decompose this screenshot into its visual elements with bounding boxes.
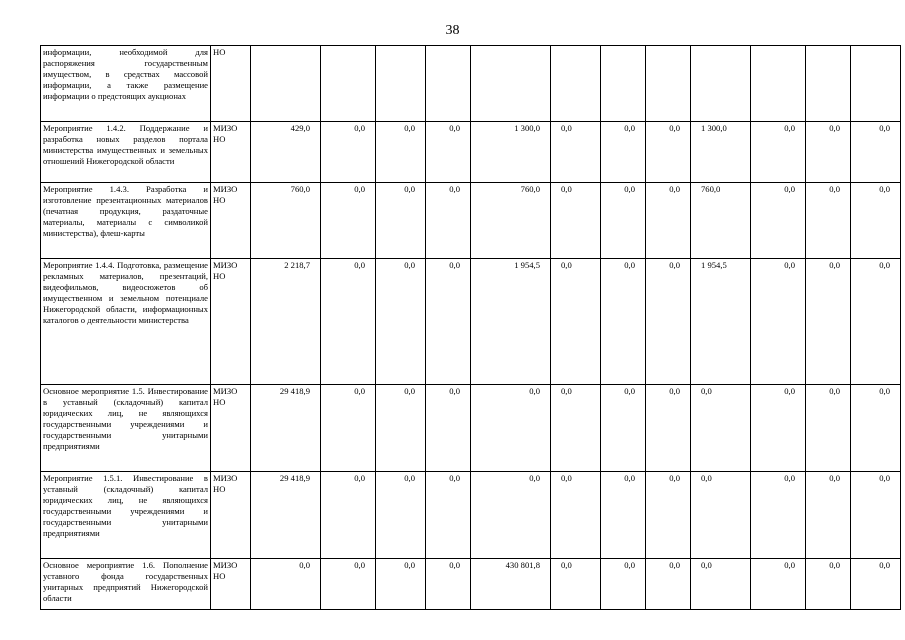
activity-description-cell: Мероприятие 1.5.1. Инвестирование в уставный (складочный) капитал юридических лиц, не являющихся государственными учреждениями и государственными унитарными предприятиями — [41, 472, 211, 559]
amount-cell: 0,0 — [551, 559, 601, 610]
responsible-executor-cell: МИЗО НО — [211, 259, 251, 385]
amount-cell: 0,0 — [646, 259, 691, 385]
amount-cell: 0,0 — [751, 559, 806, 610]
amount-cell — [646, 46, 691, 122]
responsible-executor-cell: МИЗО НО — [211, 183, 251, 259]
activity-description-cell: Мероприятие 1.4.3. Разработка и изготовление презентационных материалов (печатная продукция, раздаточные материалы, материалы с символикой министерства), флеш-карты — [41, 183, 211, 259]
amount-cell: 0,0 — [806, 559, 851, 610]
amount-cell: 0,0 — [376, 122, 426, 183]
amount-cell: 0,0 — [751, 183, 806, 259]
amount-cell: 760,0 — [471, 183, 551, 259]
amount-cell: 1 954,5 — [471, 259, 551, 385]
amount-cell: 0,0 — [691, 385, 751, 472]
amount-cell: 0,0 — [321, 385, 376, 472]
table-row — [41, 559, 901, 610]
table-row — [41, 122, 901, 183]
amount-cell: 0,0 — [806, 183, 851, 259]
amount-cell: 0,0 — [691, 559, 751, 610]
activity-description-cell: Основное мероприятие 1.5. Инвестирование в уставный (складочный) капитал юридических лиц, не являющихся государственными учреждениями и государственными унитарными предприятиями — [41, 385, 211, 472]
amount-cell: 0,0 — [646, 385, 691, 472]
amount-cell: 0,0 — [806, 259, 851, 385]
amount-cell: 0,0 — [601, 183, 646, 259]
amount-cell — [601, 46, 646, 122]
amount-cell: 0,0 — [851, 385, 901, 472]
responsible-executor-cell: МИЗО НО — [211, 122, 251, 183]
amount-cell — [426, 46, 471, 122]
amount-cell: 0,0 — [601, 472, 646, 559]
page-number: 38 — [445, 23, 460, 38]
amount-cell: 0,0 — [551, 385, 601, 472]
responsible-executor-cell: МИЗО НО — [211, 385, 251, 472]
amount-cell: 760,0 — [251, 183, 321, 259]
amount-cell: 0,0 — [471, 385, 551, 472]
amount-cell: 0,0 — [646, 472, 691, 559]
amount-cell — [376, 46, 426, 122]
amount-cell: 0,0 — [851, 472, 901, 559]
amount-cell: 0,0 — [551, 259, 601, 385]
amount-cell: 0,0 — [646, 559, 691, 610]
amount-cell: 0,0 — [426, 183, 471, 259]
activity-description-cell: Мероприятие 1.4.4. Подготовка, размещение рекламных материалов, презентаций, видеофильмов, видеосюжетов об имущественном и земельном потенциале Нижегородской области, информационных каталогов о деятельности министерства — [41, 259, 211, 385]
activity-description-cell: Основное мероприятие 1.6. Пополнение уставного фонда государственных унитарных предприятий Нижегородской области — [41, 559, 211, 610]
amount-cell: 0,0 — [646, 183, 691, 259]
responsible-executor-cell: МИЗО НО — [211, 472, 251, 559]
amount-cell: 0,0 — [851, 122, 901, 183]
amount-cell: 0,0 — [691, 472, 751, 559]
amount-cell: 430 801,8 — [471, 559, 551, 610]
amount-cell: 0,0 — [321, 183, 376, 259]
activity-description-cell: информации, необходимой для распоряжения государственным имуществом, в средствах массовой информации, а также размещение информации о предстоящих аукционах — [41, 46, 211, 122]
amount-cell: 0,0 — [321, 122, 376, 183]
amount-cell: 0,0 — [751, 385, 806, 472]
amount-cell: 0,0 — [601, 559, 646, 610]
amount-cell: 0,0 — [426, 385, 471, 472]
amount-cell — [251, 46, 321, 122]
amount-cell: 29 418,9 — [251, 385, 321, 472]
amount-cell: 0,0 — [426, 122, 471, 183]
amount-cell: 760,0 — [691, 183, 751, 259]
amount-cell: 0,0 — [551, 122, 601, 183]
amount-cell: 0,0 — [376, 183, 426, 259]
amount-cell: 429,0 — [251, 122, 321, 183]
amount-cell: 1 300,0 — [471, 122, 551, 183]
amount-cell: 0,0 — [426, 472, 471, 559]
amount-cell — [471, 46, 551, 122]
amount-cell: 0,0 — [376, 385, 426, 472]
amount-cell: 1 300,0 — [691, 122, 751, 183]
amount-cell: 0,0 — [376, 472, 426, 559]
amount-cell: 0,0 — [851, 559, 901, 610]
amount-cell: 0,0 — [751, 122, 806, 183]
amount-cell: 1 954,5 — [691, 259, 751, 385]
table-row — [41, 183, 901, 259]
amount-cell: 0,0 — [321, 259, 376, 385]
amount-cell: 0,0 — [751, 472, 806, 559]
amount-cell: 0,0 — [471, 472, 551, 559]
amount-cell: 0,0 — [426, 259, 471, 385]
amount-cell: 0,0 — [806, 122, 851, 183]
responsible-executor-cell: МИЗО НО — [211, 559, 251, 610]
table-row — [41, 46, 901, 122]
amount-cell: 0,0 — [551, 472, 601, 559]
amount-cell — [321, 46, 376, 122]
amount-cell: 0,0 — [426, 559, 471, 610]
amount-cell: 0,0 — [646, 122, 691, 183]
amount-cell: 0,0 — [376, 259, 426, 385]
table-row — [41, 472, 901, 559]
amount-cell: 0,0 — [851, 259, 901, 385]
amount-cell: 0,0 — [321, 559, 376, 610]
amount-cell — [691, 46, 751, 122]
amount-cell: 0,0 — [806, 385, 851, 472]
table-body — [41, 46, 901, 610]
amount-cell: 0,0 — [251, 559, 321, 610]
amount-cell: 2 218,7 — [251, 259, 321, 385]
amount-cell: 0,0 — [806, 472, 851, 559]
activity-description-cell: Мероприятие 1.4.2. Поддержание и разработка новых разделов портала министерства имущественных и земельных отношений Нижегородской области — [41, 122, 211, 183]
amount-cell: 0,0 — [601, 385, 646, 472]
amount-cell: 0,0 — [751, 259, 806, 385]
amount-cell: 0,0 — [601, 259, 646, 385]
table-row — [41, 385, 901, 472]
amount-cell — [751, 46, 806, 122]
amount-cell: 0,0 — [321, 472, 376, 559]
amount-cell: 0,0 — [851, 183, 901, 259]
activities-table — [40, 45, 901, 610]
amount-cell: 0,0 — [376, 559, 426, 610]
amount-cell: 29 418,9 — [251, 472, 321, 559]
amount-cell — [806, 46, 851, 122]
amount-cell: 0,0 — [601, 122, 646, 183]
responsible-executor-cell: НО — [211, 46, 251, 122]
amount-cell — [551, 46, 601, 122]
amount-cell — [851, 46, 901, 122]
table-row — [41, 259, 901, 385]
amount-cell: 0,0 — [551, 183, 601, 259]
